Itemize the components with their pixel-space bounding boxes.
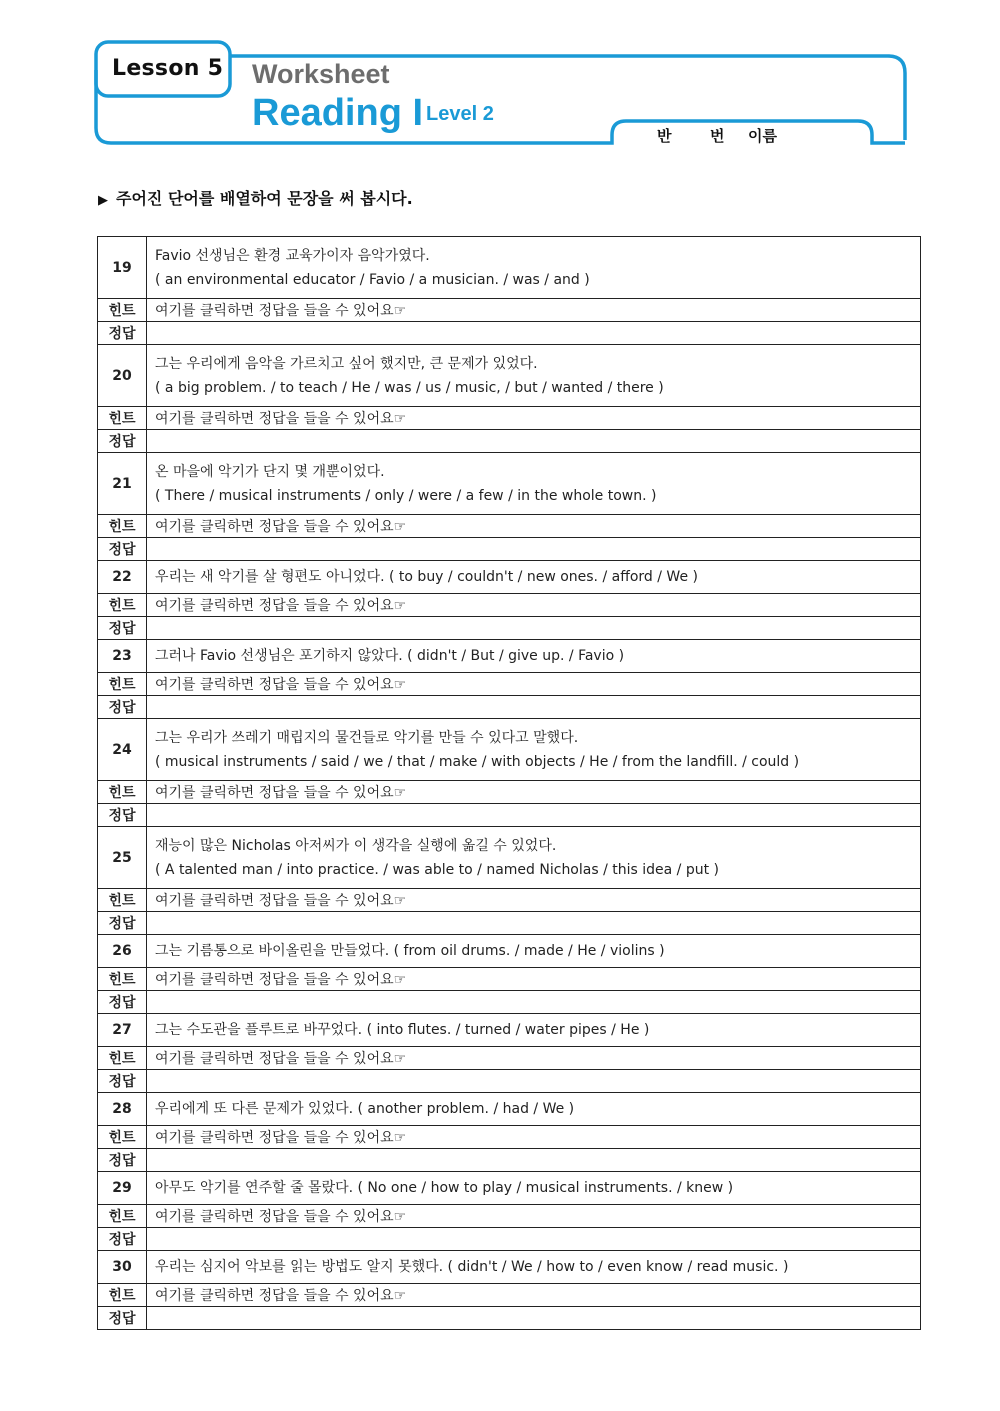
hint-audio-link[interactable]: 여기를 클릭하면 정답을 들을 수 있어요☞ bbox=[147, 1126, 921, 1149]
question-number: 29 bbox=[98, 1172, 147, 1205]
question-korean: 그러나 Favio 선생님은 포기하지 않았다. ( didn't / But / give up. / Favio ) bbox=[155, 648, 625, 664]
instruction-text: 주어진 단어를 배열하여 문장을 써 봅시다. bbox=[116, 189, 413, 208]
question-korean: 온 마을에 악기가 단지 몇 개뿐이었다. bbox=[155, 463, 385, 480]
question-number: 20 bbox=[98, 345, 147, 407]
hint-row bbox=[98, 1047, 921, 1070]
question-number: 30 bbox=[98, 1251, 147, 1284]
hint-audio-link[interactable]: 여기를 클릭하면 정답을 들을 수 있어요☞ bbox=[147, 889, 921, 912]
answer-field[interactable] bbox=[147, 1149, 921, 1172]
hint-row bbox=[98, 407, 921, 430]
hint-label: 힌트 bbox=[98, 781, 147, 804]
question-cell bbox=[147, 345, 921, 407]
number-label: 번 bbox=[710, 127, 725, 145]
hint-label: 힌트 bbox=[98, 968, 147, 991]
question-number: 23 bbox=[98, 640, 147, 673]
hint-row bbox=[98, 299, 921, 322]
question-number: 25 bbox=[98, 827, 147, 889]
answer-label: 정답 bbox=[98, 617, 147, 640]
hint-row bbox=[98, 968, 921, 991]
question-number: 22 bbox=[98, 561, 147, 594]
question-word-bank: ( A talented man / into practice. / was able to / named Nicholas / this idea / put ) bbox=[155, 861, 719, 878]
hint-audio-link[interactable]: 여기를 클릭하면 정답을 들을 수 있어요☞ bbox=[147, 299, 921, 322]
worksheet-header bbox=[0, 0, 1000, 160]
question-row bbox=[98, 719, 921, 781]
answer-label: 정답 bbox=[98, 430, 147, 453]
question-cell bbox=[147, 561, 921, 594]
question-cell bbox=[147, 1093, 921, 1126]
hint-label: 힌트 bbox=[98, 299, 147, 322]
question-row bbox=[98, 935, 921, 968]
instruction bbox=[98, 186, 413, 209]
question-row bbox=[98, 237, 921, 299]
answer-row bbox=[98, 991, 921, 1014]
answer-label: 정답 bbox=[98, 1149, 147, 1172]
question-number: 24 bbox=[98, 719, 147, 781]
question-row bbox=[98, 561, 921, 594]
hint-label: 힌트 bbox=[98, 515, 147, 538]
answer-row bbox=[98, 696, 921, 719]
question-table bbox=[97, 236, 921, 1330]
hint-audio-link[interactable]: 여기를 클릭하면 정답을 들을 수 있어요☞ bbox=[147, 594, 921, 617]
question-cell bbox=[147, 1172, 921, 1205]
hint-row bbox=[98, 515, 921, 538]
question-korean: 그는 우리에게 음악을 가르치고 싶어 했지만, 큰 문제가 있었다. bbox=[155, 355, 538, 372]
answer-field[interactable] bbox=[147, 1228, 921, 1251]
answer-field[interactable] bbox=[147, 322, 921, 345]
question-row bbox=[98, 453, 921, 515]
question-row bbox=[98, 1093, 921, 1126]
answer-field[interactable] bbox=[147, 430, 921, 453]
hint-row bbox=[98, 781, 921, 804]
triangle-bullet-icon: ▶ bbox=[98, 193, 108, 208]
question-korean: Favio 선생님은 환경 교육가이자 음악가였다. bbox=[155, 247, 430, 264]
answer-row bbox=[98, 322, 921, 345]
hint-audio-link[interactable]: 여기를 클릭하면 정답을 들을 수 있어요☞ bbox=[147, 968, 921, 991]
answer-field[interactable] bbox=[147, 1307, 921, 1330]
question-cell bbox=[147, 935, 921, 968]
worksheet-title: Worksheet bbox=[252, 59, 390, 89]
hint-audio-link[interactable]: 여기를 클릭하면 정답을 들을 수 있어요☞ bbox=[147, 781, 921, 804]
answer-label: 정답 bbox=[98, 912, 147, 935]
answer-row bbox=[98, 617, 921, 640]
question-korean: 그는 수도관을 플루트로 바꾸었다. ( into flutes. / turned / water pipes / He ) bbox=[155, 1022, 650, 1038]
question-korean: 재능이 많은 Nicholas 아저씨가 이 생각을 실행에 옮길 수 있었다. bbox=[155, 837, 557, 854]
question-row bbox=[98, 1014, 921, 1047]
answer-label: 정답 bbox=[98, 804, 147, 827]
hint-label: 힌트 bbox=[98, 889, 147, 912]
hint-row bbox=[98, 594, 921, 617]
answer-field[interactable] bbox=[147, 538, 921, 561]
hint-row bbox=[98, 889, 921, 912]
question-row bbox=[98, 640, 921, 673]
hint-label: 힌트 bbox=[98, 407, 147, 430]
answer-row bbox=[98, 1070, 921, 1093]
question-word-bank: ( a big problem. / to teach / He / was / us / music, / but / wanted / there ) bbox=[155, 379, 664, 396]
answer-row bbox=[98, 430, 921, 453]
question-row bbox=[98, 345, 921, 407]
hint-row bbox=[98, 1126, 921, 1149]
question-korean: 아무도 악기를 연주할 줄 몰랐다. ( No one / how to play / musical instruments. / knew ) bbox=[155, 1180, 734, 1196]
question-row bbox=[98, 1251, 921, 1284]
level-label: Level 2 bbox=[426, 103, 494, 125]
question-cell bbox=[147, 237, 921, 299]
hint-audio-link[interactable]: 여기를 클릭하면 정답을 들을 수 있어요☞ bbox=[147, 1284, 921, 1307]
question-cell bbox=[147, 719, 921, 781]
question-number: 26 bbox=[98, 935, 147, 968]
answer-label: 정답 bbox=[98, 1307, 147, 1330]
answer-row bbox=[98, 538, 921, 561]
name-label: 이름 bbox=[748, 127, 777, 145]
answer-field[interactable] bbox=[147, 912, 921, 935]
lesson-number: Lesson 5 bbox=[112, 56, 224, 81]
answer-label: 정답 bbox=[98, 538, 147, 561]
hint-audio-link[interactable]: 여기를 클릭하면 정답을 들을 수 있어요☞ bbox=[147, 1205, 921, 1228]
hint-label: 힌트 bbox=[98, 673, 147, 696]
hint-audio-link[interactable]: 여기를 클릭하면 정답을 들을 수 있어요☞ bbox=[147, 673, 921, 696]
question-number: 28 bbox=[98, 1093, 147, 1126]
question-row bbox=[98, 827, 921, 889]
answer-field[interactable] bbox=[147, 696, 921, 719]
answer-row bbox=[98, 912, 921, 935]
class-label: 반 bbox=[657, 127, 672, 145]
answer-row bbox=[98, 1307, 921, 1330]
hint-audio-link[interactable]: 여기를 클릭하면 정답을 들을 수 있어요☞ bbox=[147, 515, 921, 538]
answer-field[interactable] bbox=[147, 991, 921, 1014]
question-number: 27 bbox=[98, 1014, 147, 1047]
hint-label: 힌트 bbox=[98, 1284, 147, 1307]
answer-row bbox=[98, 1149, 921, 1172]
answer-label: 정답 bbox=[98, 322, 147, 345]
question-korean: 우리는 새 악기를 살 형편도 아니었다. ( to buy / couldn't / new ones. / afford / We ) bbox=[155, 569, 698, 585]
hint-audio-link[interactable]: 여기를 클릭하면 정답을 들을 수 있어요☞ bbox=[147, 1047, 921, 1070]
hint-label: 힌트 bbox=[98, 1047, 147, 1070]
answer-field[interactable] bbox=[147, 617, 921, 640]
question-row bbox=[98, 1172, 921, 1205]
hint-row bbox=[98, 1205, 921, 1228]
question-cell bbox=[147, 1251, 921, 1284]
hint-row bbox=[98, 1284, 921, 1307]
answer-label: 정답 bbox=[98, 1070, 147, 1093]
question-cell bbox=[147, 1014, 921, 1047]
question-word-bank: ( an environmental educator / Favio / a musician. / was / and ) bbox=[155, 271, 590, 288]
question-korean: 우리에게 또 다른 문제가 있었다. ( another problem. / had / We ) bbox=[155, 1101, 575, 1117]
hint-audio-link[interactable]: 여기를 클릭하면 정답을 들을 수 있어요☞ bbox=[147, 407, 921, 430]
answer-label: 정답 bbox=[98, 1228, 147, 1251]
question-korean: 그는 기름통으로 바이올린을 만들었다. ( from oil drums. / made / He / violins ) bbox=[155, 943, 665, 959]
reading-title: Reading I bbox=[252, 92, 424, 134]
answer-field[interactable] bbox=[147, 804, 921, 827]
question-word-bank: ( There / musical instruments / only / were / a few / in the whole town. ) bbox=[155, 487, 657, 504]
answer-row bbox=[98, 1228, 921, 1251]
answer-label: 정답 bbox=[98, 991, 147, 1014]
question-cell bbox=[147, 827, 921, 889]
question-number: 21 bbox=[98, 453, 147, 515]
question-cell bbox=[147, 453, 921, 515]
hint-row bbox=[98, 673, 921, 696]
answer-field[interactable] bbox=[147, 1070, 921, 1093]
question-korean: 우리는 심지어 악보를 읽는 방법도 알지 못했다. ( didn't / We / how to / even know / read music. ) bbox=[155, 1259, 789, 1275]
answer-label: 정답 bbox=[98, 696, 147, 719]
hint-label: 힌트 bbox=[98, 594, 147, 617]
question-word-bank: ( musical instruments / said / we / that / make / with objects / He / from the landfill. / could ) bbox=[155, 753, 800, 770]
question-korean: 그는 우리가 쓰레기 매립지의 물건들로 악기를 만들 수 있다고 말했다. bbox=[155, 729, 579, 746]
hint-label: 힌트 bbox=[98, 1205, 147, 1228]
question-number: 19 bbox=[98, 237, 147, 299]
hint-label: 힌트 bbox=[98, 1126, 147, 1149]
answer-row bbox=[98, 804, 921, 827]
question-cell bbox=[147, 640, 921, 673]
